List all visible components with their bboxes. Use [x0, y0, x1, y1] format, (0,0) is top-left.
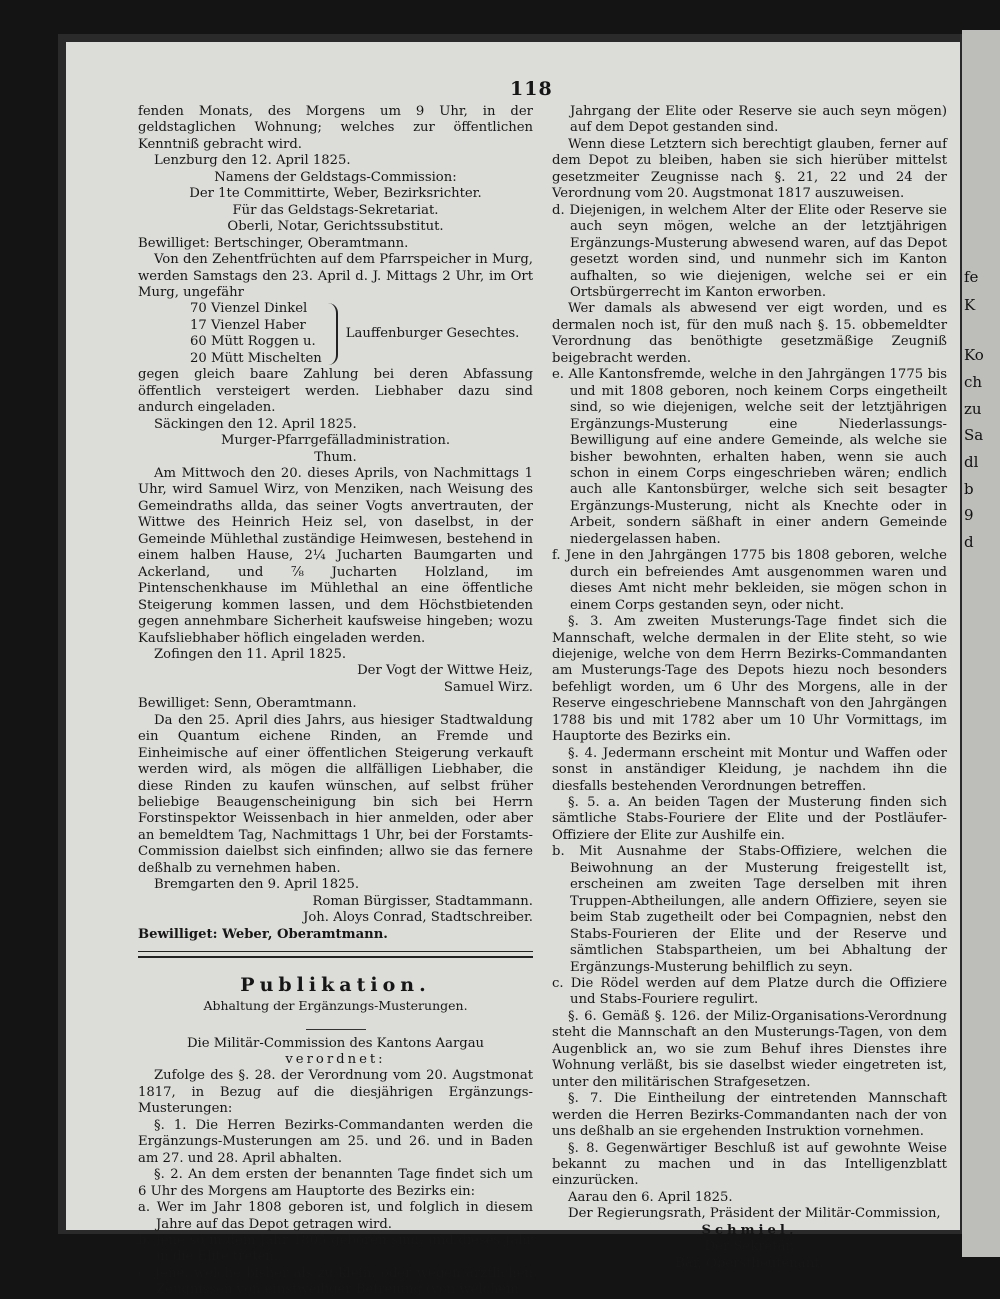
notice-text: Da den 25. April dies Jahrs, aus hiesiger Stadtwaldung ein Quantum eichene Rinden, an Fremde und Einheimische auf einer öffentlichen Steigerung verkauft werden wird, als mögen die allfälligen Liebhaber, die diese Rinden zu kaufen wünschen, auf selbst früher beliebige Beaugenscheinigung bin sich bei Herrn Forstinspektor Weissenbach in hier anmelden, oder aber an bemeldtem Tag, Nachmittags 1 Uhr, bei der Forstamts-Commission daielbst sich einfinden; allwo sie das fernere deßhalb zu vernehmen haben.	[138, 712, 533, 876]
decree-verb: verordnet:	[285, 1052, 386, 1068]
decree-authority: Die Militär-Commission des Kantons Aargau	[186, 1035, 485, 1051]
right-column	[552, 104, 947, 1272]
notice-text: Von den Zehentfrüchten auf dem Pfarrspeicher in Murg, werden Samstags den 23. April d. J. Mittags 2 Uhr, im Ort Murg, ungefähr	[138, 252, 533, 300]
decree-item: d. Diejenigen, in welchem Alter der Elite oder Reserve sie auch seyn mögen, welche an der letztjährigen Ergänzungs-Musterung abwesend waren, auf das Depot gesetzt worden sind, und nunmehr sich im Kanton aufhalten, so wie diejenigen, welche sei er ein Ortsbürgerrecht im Kanton erworben.	[552, 202, 947, 300]
notice-signature: Joh. Aloys Conrad, Stadtschreiber.	[303, 910, 533, 926]
newspaper-page	[66, 42, 960, 1298]
notice-signature: Samuel Wirz.	[443, 679, 533, 695]
left-column	[138, 104, 533, 1299]
decree-dateline: Aarau den 6. April 1825.	[568, 1189, 733, 1205]
adjacent-text-fragment: d	[964, 533, 974, 551]
page-number: 118	[510, 78, 553, 100]
adjacent-text-fragment: Ko	[964, 346, 984, 364]
decree-paragraph: §. 2. An dem ersten der benannten Tage findet sich um 6 Uhr des Morgens am Hauptorte des Bezirks ein:	[138, 1167, 533, 1199]
notice-signature: Namens der Geldstags-Commission:	[214, 169, 457, 185]
notice-text: gegen gleich baare Zahlung bei deren Abfassung öffentlich versteigert werden. Liebhaber dazu sind andurch eingeladen.	[138, 367, 533, 416]
decree-paragraph: §. 3. Am zweiten Musterungs-Tage findet sich die Mannschaft, welche dermalen in der Elite steht, so wie diejenige, welche von dem Herrn Bezirks-Commandanten am Musterungs-Tage des Depots hiezu noch besonders befehligt worden, um 6 Uhr des Morgens, alle in der Reserve eingeschriebene Mannschaft von den Jahrgängen 1788 bis und mit 1782 aber um 10 Uhr Vormittags, im Hauptorte des Bezirks ein.	[552, 614, 947, 745]
decree-signature: Schmiel,	[701, 1222, 798, 1238]
decree-paragraph: §. 4. Jedermann erscheint mit Montur und Waffen oder sonst in anständiger Kleidung, je nachdem ihn die diesfalls bestehenden Verordnungen betreffen.	[552, 745, 947, 794]
adjacent-text-fragment: dl	[964, 453, 979, 471]
notice-signature: Murger-Pfarrgefälladministration.	[220, 433, 451, 449]
decree-item: f. Jene in den Jahrgängen 1775 bis 1808 geboren, welche durch ein befreiendes Amt ausgenommen waren und dieses Amt nicht mehr bekleiden, sie mögen schon in einem Corps gestanden seyn, oder nicht.	[552, 548, 947, 613]
notice-signature: Der Vogt der Wittwe Heiz,	[357, 663, 533, 679]
short-rule	[306, 1029, 366, 1030]
decree-signature: Bär, Oberstlieutenant.	[675, 1255, 824, 1271]
adjacent-text-fragment: fe	[964, 268, 979, 286]
adjacent-page-edge	[962, 30, 1000, 1257]
adjacent-text-fragment: zu	[964, 400, 982, 418]
decree-signature: Der Regierungsrath, Präsident der Militär-Commission,	[568, 1206, 941, 1222]
notice-dateline: Säckingen den 12. April 1825.	[154, 416, 357, 432]
publication-subtitle: Abhaltung der Ergänzungs-Musterungen.	[203, 998, 468, 1014]
adjacent-text-fragment: Sa	[964, 426, 984, 444]
decree-item: b. Mit Ausnahme der Stabs-Offiziere, welchen die Beiwohnung an der Musterung freigestellt ist, erscheinen am zweiten Tage derselben mit ihren Truppen-Abtheilungen, alle andern Offiziere, seyen sie beim Stab zugetheilt oder bei Compagnien, nebst den Stabs-Fourieren der Elite und der Reserve und sämtlichen Stabspartheien, um bei Abhaltung der Ergänzungs-Musterung behilflich zu seyn.	[552, 844, 947, 975]
notice-signature: Für das Geldstags-Sekretariat.	[232, 202, 439, 218]
decree-paragraph: §. 1. Die Herren Bezirks-Commandanten werden die Ergänzungs-Musterungen am 25. und 26. und in Baden am 27. und 28. April abhalten.	[138, 1117, 533, 1166]
brace	[326, 303, 338, 365]
notice-text: Am Mittwoch den 20. dieses Aprils, von Nachmittags 1 Uhr, wird Samuel Wirz, von Menziken, nach Weisung des Gemeindraths allda, das seiner Vogts anvertrauten, der Wittwe des Heinrich Heiz sel, von daselbst, in der Gemeinde Mühlethal zuständige Heimwesen, bestehend in einem halben Hause, 2¼ Jucharten Baumgarten und Ackerland, und ⅞ Jucharten Holzland, im Pintenschenkhause im Mühlethal an eine öffentliche Steigerung kommen lassen, und dem Höchstbietenden gegen annehmbare Sicherheit kaufsweise hingeben; wozu Kaufsliebhaber höflich eingeladen werden.	[138, 465, 533, 646]
notice-signature: Roman Bürgisser, Stadtammann.	[312, 893, 533, 909]
adjacent-text-fragment: ch	[964, 373, 983, 391]
grain-item: 20 Mütt Mischelten	[190, 350, 322, 366]
decree-item: a. Wer im Jahr 1808 geboren ist, und folglich in diesem Jahre auf das Depot getragen wird.	[138, 1200, 533, 1232]
decree-item: c. Jene, welche bisher als zu klein, oder wegen ärztlichen Zeugnissen von einstweiliger Befreiung (von welchem	[138, 1265, 533, 1298]
decree-paragraph: §. 5. a. An beiden Tagen der Musterung finden sich sämtliche Stabs-Fouriere der Elite und der Postläufer-Offiziere der Elite zur Aushilfe ein.	[552, 795, 947, 843]
decree-item: e. Alle Kantonsfremde, welche in den Jahrgängen 1775 bis und mit 1808 geboren, noch keinem Corps eingetheilt sind, so wie diejenigen, welche seit der letztjährigen Ergänzungs-Musterung eine Niederlassungs-Bewilligung auf eine andere Gemeinde, als welche sie bisher bewohnten, erhalten haben, wenn sie auch schon in einem Corps eingeschrieben wären; endlich auch alle Kantonsbürger, welche sich seit besagter Ergänzungs-Musterung, nicht als Knechte oder in Arbeit, sondern säßhaft in einer andern Gemeinde niedergelassen haben.	[552, 367, 947, 547]
section-divider	[138, 951, 533, 958]
notice-signature: Oberli, Notar, Gerichtssubstitut.	[227, 219, 444, 235]
grain-item: 17 Vienzel Haber	[190, 317, 306, 333]
approval-line: Bewilliget: Bertschinger, Oberamtmann.	[138, 235, 409, 251]
approval-line: Bewilliget: Weber, Oberamtmann.	[138, 926, 388, 942]
notice-dateline: Zofingen den 11. April 1825.	[154, 646, 347, 662]
decree-item: b. Jene so in dem Jahr 1805 geboren sind, und dieses Jahr in die Elite treten.	[138, 1233, 533, 1265]
decree-text: Zufolge des §. 28. der Verordnung vom 20. Augstmonat 1817, in Bezug auf die diesjährigen Ergänzungs-Musterungen:	[138, 1068, 533, 1117]
notice-signature: Thum.	[314, 449, 357, 465]
decree-text: Wenn diese Letztern sich berechtigt glauben, ferner auf dem Depot zu bleiben, haben sie sich hierüber mittelst gesetzmeiter Zeugnisse nach §. 21, 22 und 24 der Verordnung vom 20. Augstmonat 1817 auszuweisen.	[552, 136, 947, 202]
decree-signature: Der Sekretär,	[704, 1239, 795, 1255]
notice-dateline: Bremgarten den 9. April 1825.	[154, 877, 360, 893]
decree-text: Wer damals als abwesend ver eigt worden, und es dermalen noch ist, für den muß nach §. 15. obbemeldter Verordnung das benöthigte gesetzmäßige Zeugniß beigebracht werden.	[552, 301, 947, 366]
adjacent-text-fragment: 9	[964, 506, 974, 524]
grain-item: 70 Vienzel Dinkel	[190, 301, 308, 317]
decree-item: Jahrgang der Elite oder Reserve sie auch seyn mögen) auf dem Depot gestanden sind.	[570, 104, 947, 136]
notice-dateline: Lenzburg den 12. April 1825.	[154, 153, 351, 169]
approval-line: Bewilliget: Senn, Oberamtmann.	[138, 696, 357, 712]
decree-item: c. Die Rödel werden auf dem Platze durch die Offiziere und Stabs-Fouriere regulirt.	[552, 976, 947, 1008]
adjacent-text-fragment: K	[964, 296, 976, 314]
adjacent-text-fragment: b	[964, 480, 974, 498]
notice-text: fenden Monats, des Morgens um 9 Uhr, in der geldstaglichen Wohnung; welches zur öffentlichen Kenntniß gebracht wird.	[138, 104, 533, 152]
grain-list	[190, 301, 533, 367]
publication-title: Publikation.	[240, 974, 431, 997]
grain-item: 60 Mütt Roggen u.	[190, 334, 316, 350]
decree-paragraph: §. 7. Die Eintheilung der eintretenden Mannschaft werden die Herren Bezirks-Commandanten nach der von uns deßhalb an sie ergehenden Instruktion vornehmen.	[552, 1091, 947, 1140]
notice-signature: Der 1te Committirte, Weber, Bezirksrichter.	[189, 186, 482, 202]
grain-measure: Lauffenburger Gesechtes.	[345, 326, 520, 342]
decree-paragraph: §. 6. Gemäß §. 126. der Miliz-Organisations-Verordnung steht die Mannschaft an den Musterungs-Tagen, von dem Augenblick an, wo sie zum Behuf ihres Dienstes ihre Wohnung verläßt, bis sie daselbst wieder eingetreten ist, unter den militärischen Strafgesetzen.	[552, 1008, 947, 1090]
decree-paragraph: §. 8. Gegenwärtiger Beschluß ist auf gewohnte Weise bekannt zu machen und in das Intelligenzblatt einzurücken.	[552, 1140, 947, 1189]
